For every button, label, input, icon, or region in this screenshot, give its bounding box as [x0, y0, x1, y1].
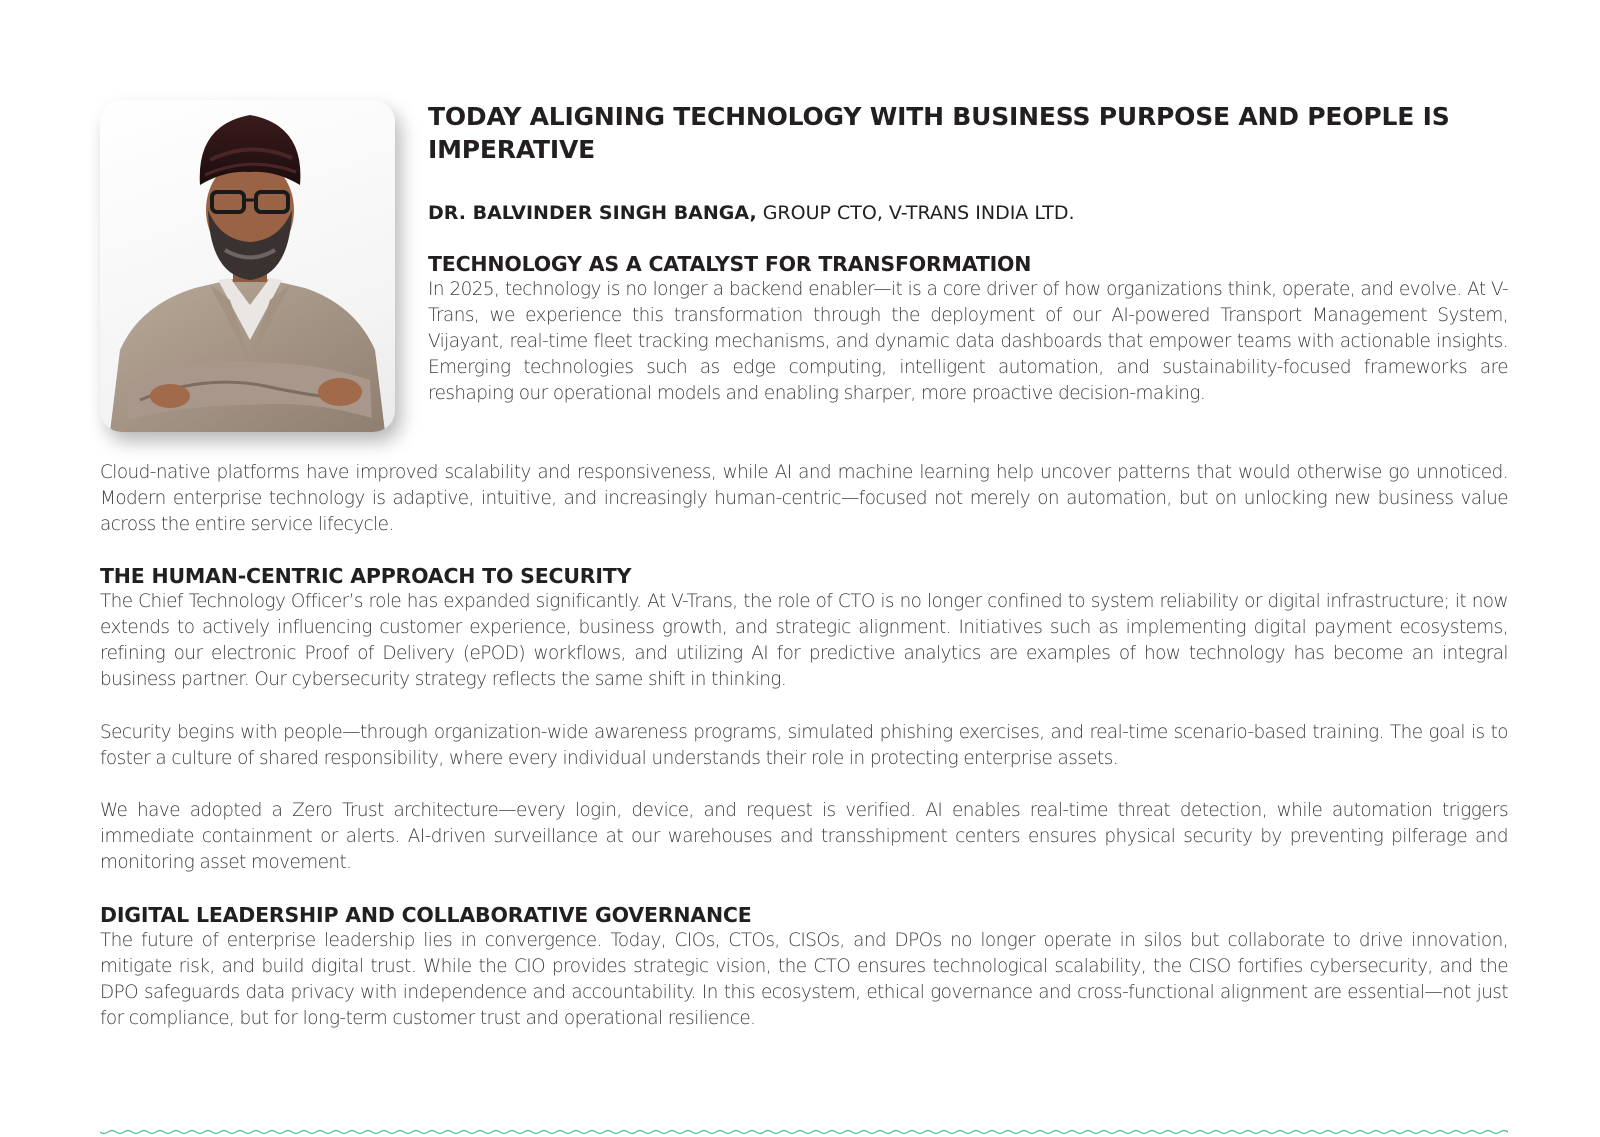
section-technology-catalyst — [428, 251, 1508, 407]
section-paragraph: Security begins with people—through organization-wide awareness programs, simulated phishing exercises, and real-time scenario-based training. The goal is to foster a culture of shared responsibility, where every individual understands their role in protecting enterprise assets. — [100, 722, 1508, 769]
section-digital-leadership — [100, 902, 1508, 1032]
section-human-centric-security — [100, 563, 1508, 693]
section-heading: THE HUMAN-CENTRIC APPROACH TO SECURITY — [100, 564, 632, 588]
section-paragraph: In 2025, technology is no longer a backend enabler—it is a core driver of how organizations think, operate, and evolve. At V-Trans, we experience this transformation through the deployment of our AI-powered Transport Management System, Vijayant, real-time fleet tracking mechanisms, and dynamic data dashboards that empower teams with actionable insights. Emerging technologies such as edge computing, intelligent automation, and sustainability-focused frameworks are reshaping our operational models and enabling sharper, more proactive decision-making. — [428, 279, 1508, 404]
section-technology-catalyst-continued — [100, 460, 1508, 538]
security-paragraph-people — [100, 720, 1508, 772]
author-portrait — [100, 100, 395, 432]
footer-wave-divider — [100, 1128, 1508, 1136]
section-heading: DIGITAL LEADERSHIP AND COLLABORATIVE GOVERNANCE — [100, 903, 752, 927]
author-name: DR. BALVINDER SINGH BANGA, — [428, 202, 757, 224]
article-headline: TODAY ALIGNING TECHNOLOGY WITH BUSINESS PURPOSE AND PEOPLE IS IMPERATIVE — [428, 102, 1450, 164]
portrait-illustration — [100, 100, 395, 432]
section-heading: TECHNOLOGY AS A CATALYST FOR TRANSFORMATION — [428, 252, 1032, 276]
section-paragraph: The Chief Technology Officer’s role has expanded significantly. At V-Trans, the role of CTO is no longer confined to system reliability or digital infrastructure; it now extends to actively influencing customer experience, business growth, and strategic alignment. Initiatives such as implementing digital payment ecosystems, refining our electronic Proof of Delivery (ePOD) workflows, and utilizing AI for predictive analytics are examples of how technology has become an integral business partner. Our cybersecurity strategy reflects the same shift in thinking. — [100, 591, 1508, 690]
author-byline — [428, 200, 1508, 226]
author-title: GROUP CTO, V-TRANS INDIA LTD. — [756, 202, 1075, 224]
section-paragraph: Cloud-native platforms have improved scalability and responsiveness, while AI and machine learning help uncover patterns that would otherwise go unnoticed. Modern enterprise technology is adaptive, intuitive, and increasingly human-centric—focused not merely on automation, but on unlocking new business value across the entire service lifecycle. — [100, 462, 1508, 535]
section-paragraph: We have adopted a Zero Trust architecture—every login, device, and request is verified. AI enables real-time threat detection, while automation triggers immediate containment or alerts. AI-driven surveillance at our warehouses and transshipment centers ensures physical security by preventing pilferage and monitoring asset movement. — [100, 800, 1508, 873]
security-paragraph-zero-trust — [100, 798, 1508, 876]
section-paragraph: The future of enterprise leadership lies in convergence. Today, CIOs, CTOs, CISOs, and DPOs no longer operate in silos but collaborate to drive innovation, mitigate risk, and build digital trust. While the CIO provides strategic vision, the CTO ensures technological scalability, the CISO fortifies cybersecurity, and the DPO safeguards data privacy with independence and accountability. In this ecosystem, ethical governance and cross-functional alignment are essential—not just for compliance, but for long-term customer trust and operational resilience. — [100, 930, 1508, 1029]
